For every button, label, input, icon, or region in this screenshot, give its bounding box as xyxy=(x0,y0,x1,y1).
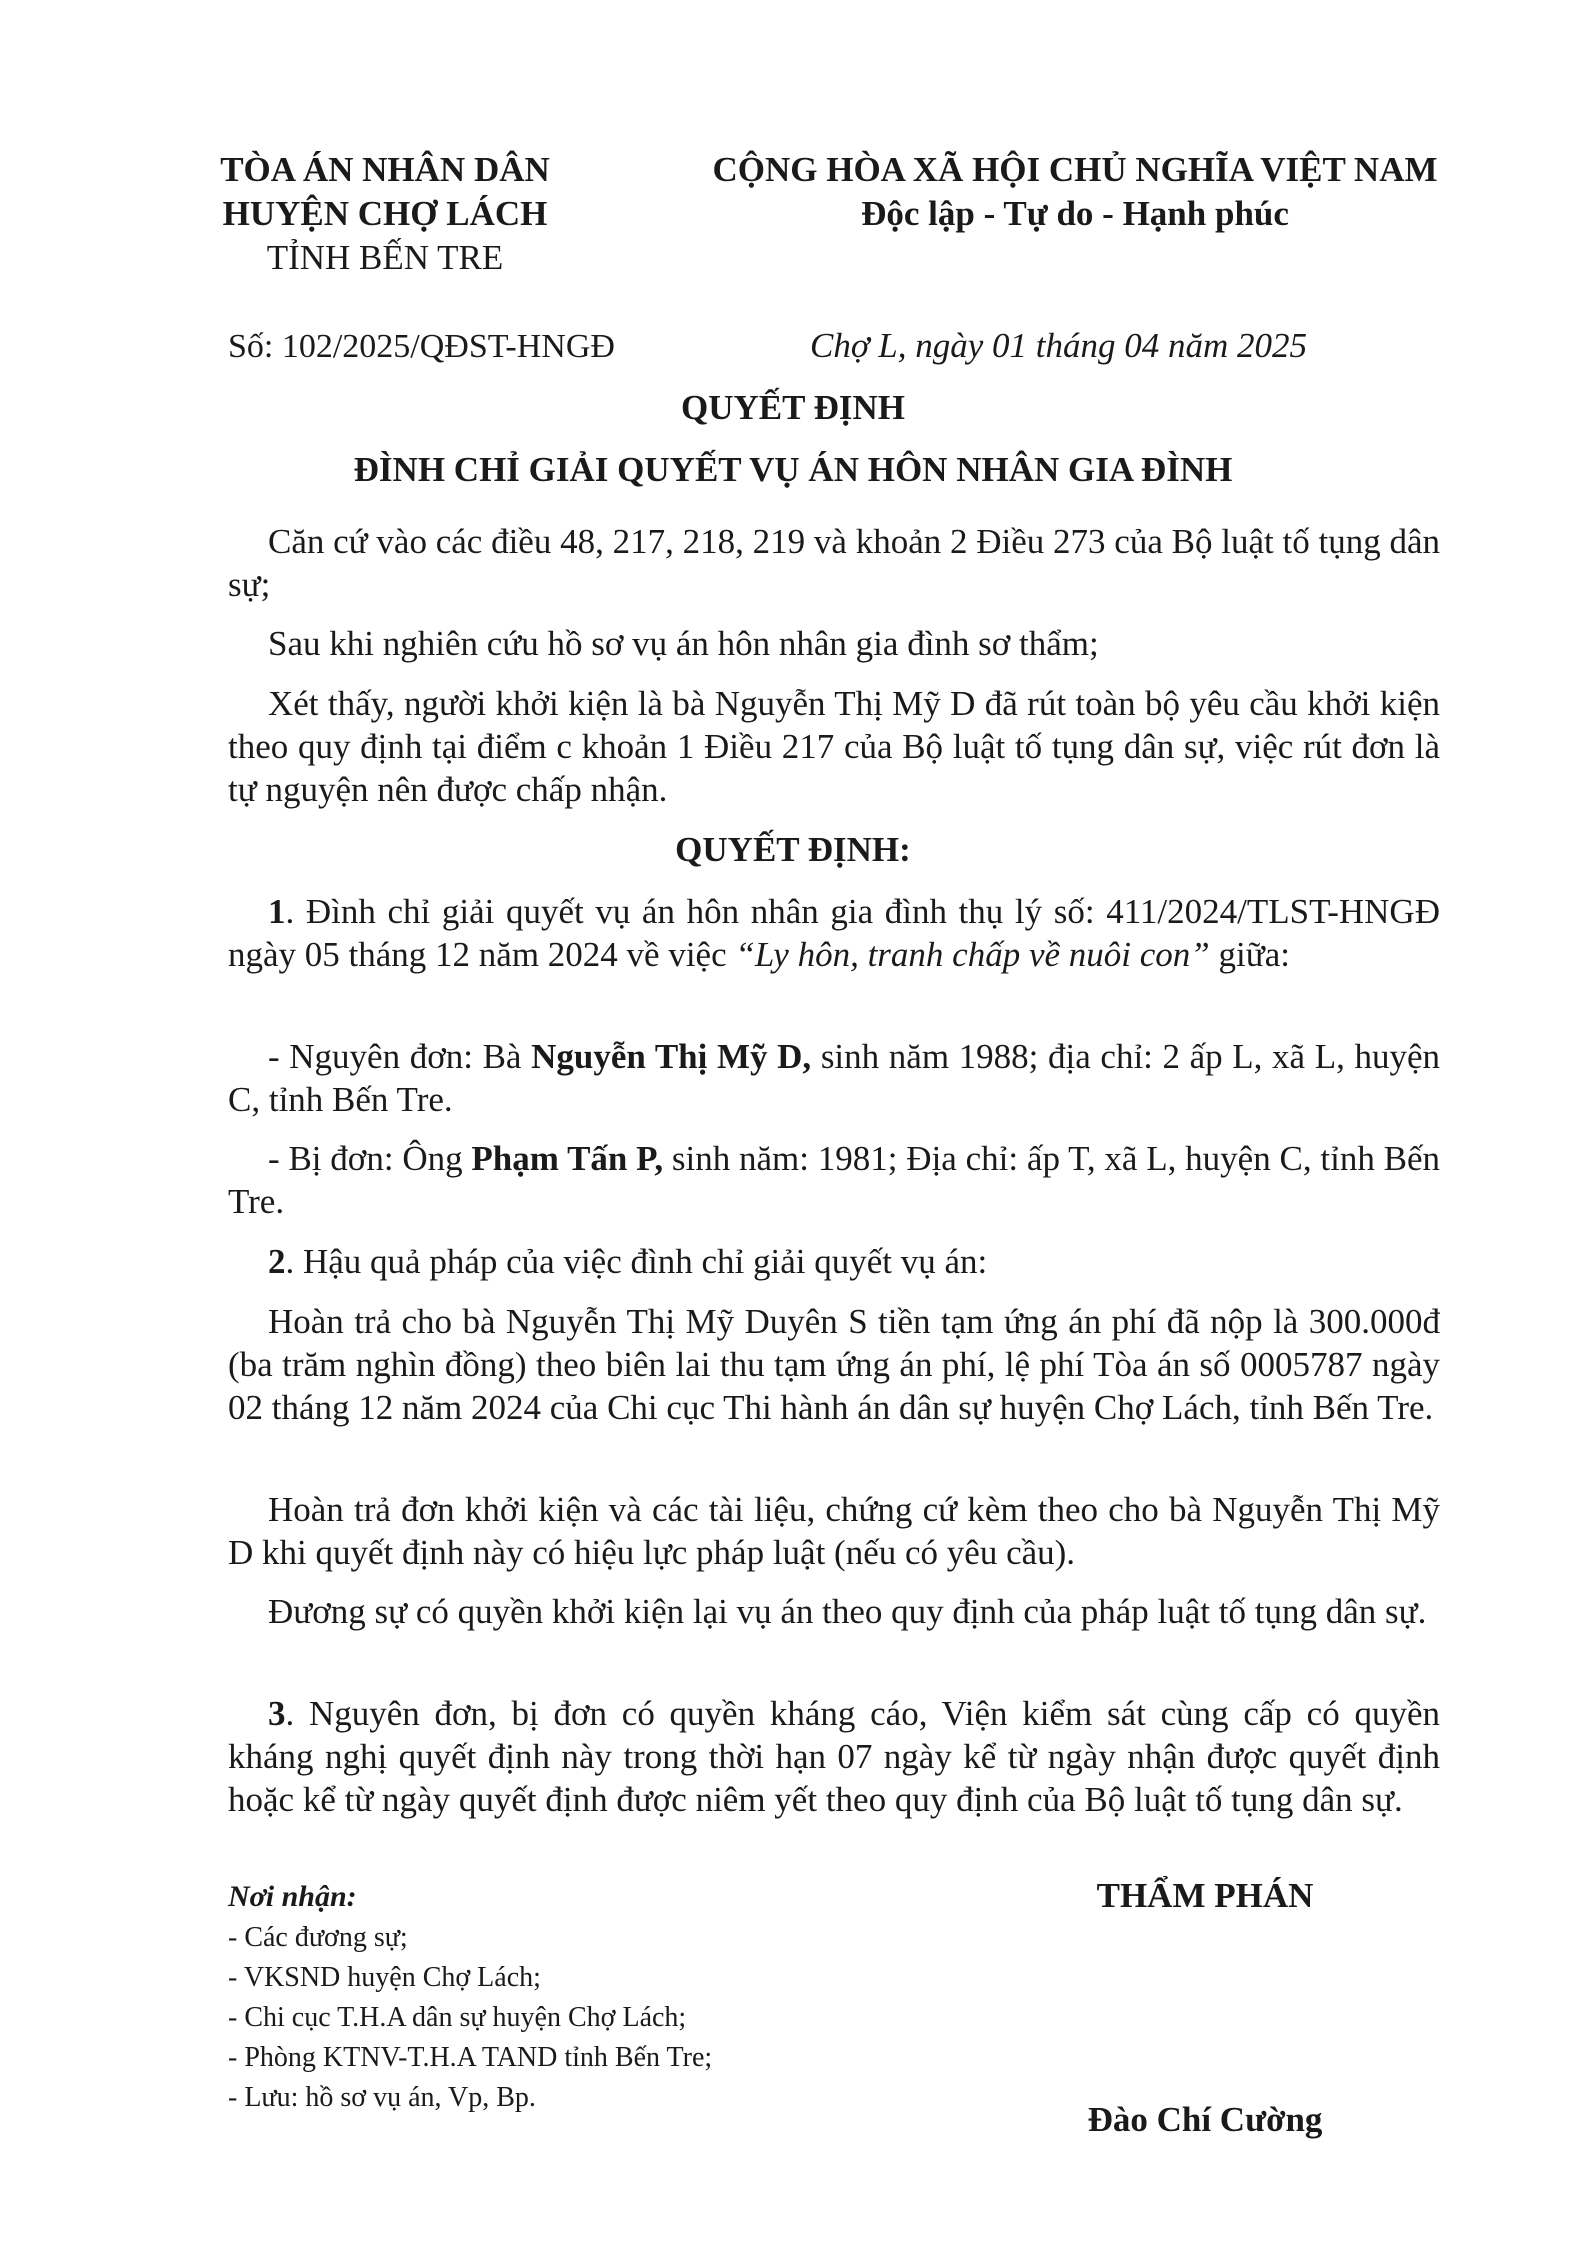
decision-item-3 xyxy=(228,1692,1440,1821)
defendant-paragraph xyxy=(228,1137,1440,1223)
item-text: . Đình chỉ giải quyết vụ án hôn nhân gia đình thụ lý số: 411/2024/TLST-HNGĐ ngày 05 tháng 12 năm 2024 về việc xyxy=(228,892,1440,974)
case-type-quote: “Ly hôn, tranh chấp về nuôi con” xyxy=(735,935,1210,974)
document-date: Chợ L, ngày 01 tháng 04 năm 2025 xyxy=(810,326,1308,365)
plaintiff-name: Nguyễn Thị Mỹ D, xyxy=(531,1037,812,1076)
recipients-title: Nơi nhận: xyxy=(228,1880,357,1913)
nation-motto: Độc lập - Tự do - Hạnh phúc xyxy=(861,194,1289,233)
item-number: 3 xyxy=(268,1694,286,1733)
recipient-item: - Phòng KTNV-T.H.A TAND tỉnh Bến Tre; xyxy=(228,2042,713,2073)
item-number: 2 xyxy=(268,1242,286,1281)
preamble-paragraph-3: Xét thấy, người khởi kiện là bà Nguyễn Thị Mỹ D đã rút toàn bộ yêu cầu khởi kiện theo quy định tại điểm c khoản 1 Điều 217 của Bộ luật tố tụng dân sự, việc rút đơn là tự nguyện nên được chấp nhận. xyxy=(228,684,1440,809)
plaintiff-paragraph xyxy=(228,1035,1440,1121)
defendant-details: sinh năm: 1981; Địa chỉ: ấp T, xã L, huyện C, tỉnh Bến Tre. xyxy=(228,1139,1441,1221)
item-number: 1 xyxy=(268,892,286,931)
recipients-block xyxy=(228,1880,928,2118)
decision-item-2 xyxy=(228,1240,1440,1283)
document-subtitle: ĐÌNH CHỈ GIẢI QUYẾT VỤ ÁN HÔN NHÂN GIA ĐÌNH xyxy=(353,450,1233,489)
recipient-item: - Các đương sự; xyxy=(228,1922,408,1953)
item-text: . Hậu quả pháp của việc đình chỉ giải quyết vụ án: xyxy=(285,1242,988,1281)
return-documents-paragraph: Hoàn trả đơn khởi kiện và các tài liệu, chứng cứ kèm theo cho bà Nguyễn Thị Mỹ D khi quyết định này có hiệu lực pháp luật (nếu có yêu cầu). xyxy=(228,1490,1440,1572)
court-name-line3: TỈNH BẾN TRE xyxy=(266,238,504,277)
defendant-prefix: - Bị đơn: Ông xyxy=(268,1139,472,1178)
national-motto-header xyxy=(690,148,1460,236)
recipient-item: - Lưu: hồ sơ vụ án, Vp, Bp. xyxy=(228,2082,536,2113)
plaintiff-prefix: - Nguyên đơn: Bà xyxy=(268,1037,532,1076)
document-title: QUYẾT ĐỊNH xyxy=(681,388,905,427)
court-header xyxy=(170,148,600,280)
preamble-paragraph-2: Sau khi nghiên cứu hồ sơ vụ án hôn nhân gia đình sơ thẩm; xyxy=(268,624,1099,663)
nation-name: CỘNG HÒA XÃ HỘI CHỦ NGHĨA VIỆT NAM xyxy=(712,150,1438,189)
plaintiff-details: sinh năm 1988; địa chỉ: 2 ấp L, xã L, huyện C, tỉnh Bến Tre. xyxy=(228,1037,1441,1119)
recipient-item: - VKSND huyện Chợ Lách; xyxy=(228,1962,541,1993)
decision-item-1 xyxy=(228,890,1440,976)
recipient-item: - Chi cục T.H.A dân sự huyện Chợ Lách; xyxy=(228,2002,687,2033)
document-number: Số: 102/2025/QĐST-HNGĐ xyxy=(228,328,615,365)
decision-heading: QUYẾT ĐỊNH: xyxy=(675,830,911,869)
judge-title: THẨM PHÁN xyxy=(1096,1876,1314,1915)
court-name-line1: TÒA ÁN NHÂN DÂN xyxy=(220,150,550,189)
item-tail: giữa: xyxy=(1209,935,1290,974)
judge-name: Đào Chí Cường xyxy=(1087,2100,1323,2139)
right-to-refile-paragraph: Đương sự có quyền khởi kiện lại vụ án theo quy định của pháp luật tố tụng dân sự. xyxy=(268,1592,1427,1631)
refund-paragraph: Hoàn trả cho bà Nguyễn Thị Mỹ Duyên S tiền tạm ứng án phí đã nộp là 300.000đ (ba trăm nghìn đồng) theo biên lai thu tạm ứng án phí, lệ phí Tòa án số 0005787 ngày 02 tháng 12 năm 2024 của Chi cục Thi hành án dân sự huyện Chợ Lách, tỉnh Bến Tre. xyxy=(228,1302,1440,1427)
defendant-name: Phạm Tấn P, xyxy=(471,1139,664,1178)
court-name-line2: HUYỆN CHỢ LÁCH xyxy=(222,194,548,233)
preamble-paragraph-1: Căn cứ vào các điều 48, 217, 218, 219 và khoản 2 Điều 273 của Bộ luật tố tụng dân sự; xyxy=(228,522,1440,604)
item-text: . Nguyên đơn, bị đơn có quyền kháng cáo, Viện kiểm sát cùng cấp có quyền kháng nghị quyết định này trong thời hạn 07 ngày kể từ ngày nhận được quyết định hoặc kể từ ngày quyết định được niêm yết theo quy định của Bộ luật tố tụng dân sự. xyxy=(228,1694,1440,1819)
